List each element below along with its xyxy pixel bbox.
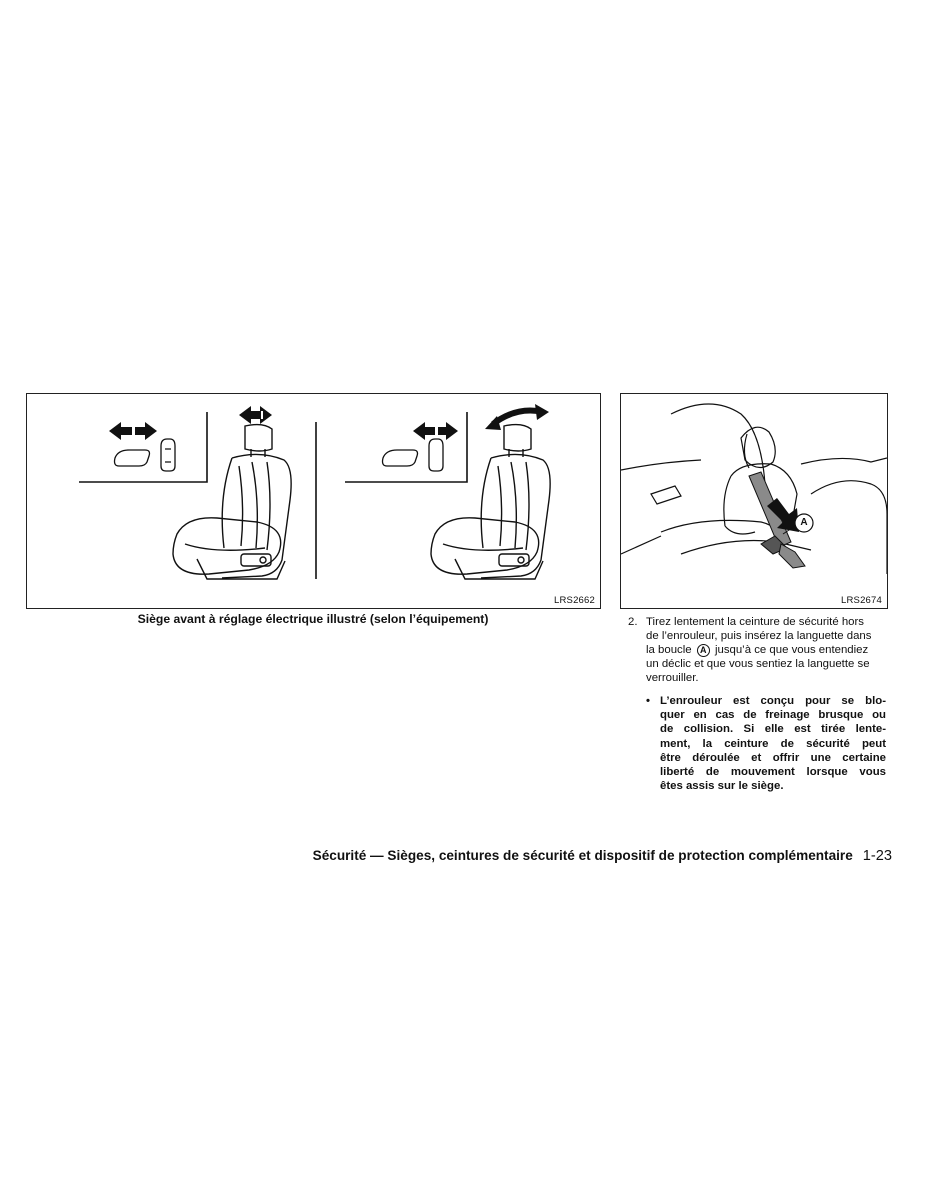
figure-marker: A: [800, 517, 808, 528]
slide-arrow-icon: [109, 422, 157, 440]
bullet-line: êtes assis sur le siège.: [660, 780, 784, 793]
bullet-line: être déroulée et offrir une certaine: [660, 751, 886, 764]
seat-icon: [173, 425, 291, 579]
bullet-line: L’enrouleur est conçu pour se blo-: [660, 695, 886, 707]
bullet-line: liberté de mouvement lorsque vous: [660, 766, 886, 779]
step-line: la boucle: [646, 644, 692, 657]
bullet-line: de collision. Si elle est tirée lente-: [660, 723, 886, 736]
seat-adjustment-figure: [26, 393, 601, 609]
figure-caption: Siège avant à réglage électrique illustré (selon l’équipement): [137, 612, 489, 626]
step-line: Tirez lentement la ceinture de sécurité hors: [646, 616, 865, 628]
step-number: 2.: [628, 616, 638, 628]
footer-title: Sécurité — Sièges, ceintures de sécurité et dispositif de protection complémentaire: [312, 848, 853, 863]
marker-a-icon: A: [697, 644, 710, 657]
step-line: verrouiller.: [646, 672, 699, 685]
step-line: jusqu’à ce que vous entendiez: [714, 644, 869, 657]
recline-arrow-icon: [485, 404, 549, 430]
step-line-with-marker: [646, 643, 886, 657]
figure-code: LRS2674: [840, 595, 882, 606]
seat-switch-icon: [383, 439, 444, 471]
bullet-note: [646, 694, 886, 793]
step-paragraph: [628, 615, 886, 685]
power-seat-illustration: [27, 394, 600, 608]
page-number: 1-23: [862, 848, 892, 864]
seat-switch-icon: [115, 439, 176, 471]
seat-belt-figure: [620, 393, 888, 609]
seat-belt-illustration: [621, 394, 887, 608]
headrest-arrow-icon: [239, 406, 272, 424]
bullet-icon: •: [646, 695, 650, 707]
slide-arrow-icon: [413, 422, 458, 440]
page-footer: [0, 848, 892, 864]
figure-code: LRS2662: [553, 595, 595, 606]
step-line: de l’enrouleur, puis insérez la languette dans: [646, 630, 872, 643]
seat-icon: [431, 425, 550, 579]
bullet-line: ment, la ceinture de sécurité peut: [660, 737, 886, 750]
step-line: un déclic et que vous sentiez la languette se: [646, 658, 870, 671]
bullet-line: quer en cas de freinage brusque ou: [660, 709, 886, 722]
